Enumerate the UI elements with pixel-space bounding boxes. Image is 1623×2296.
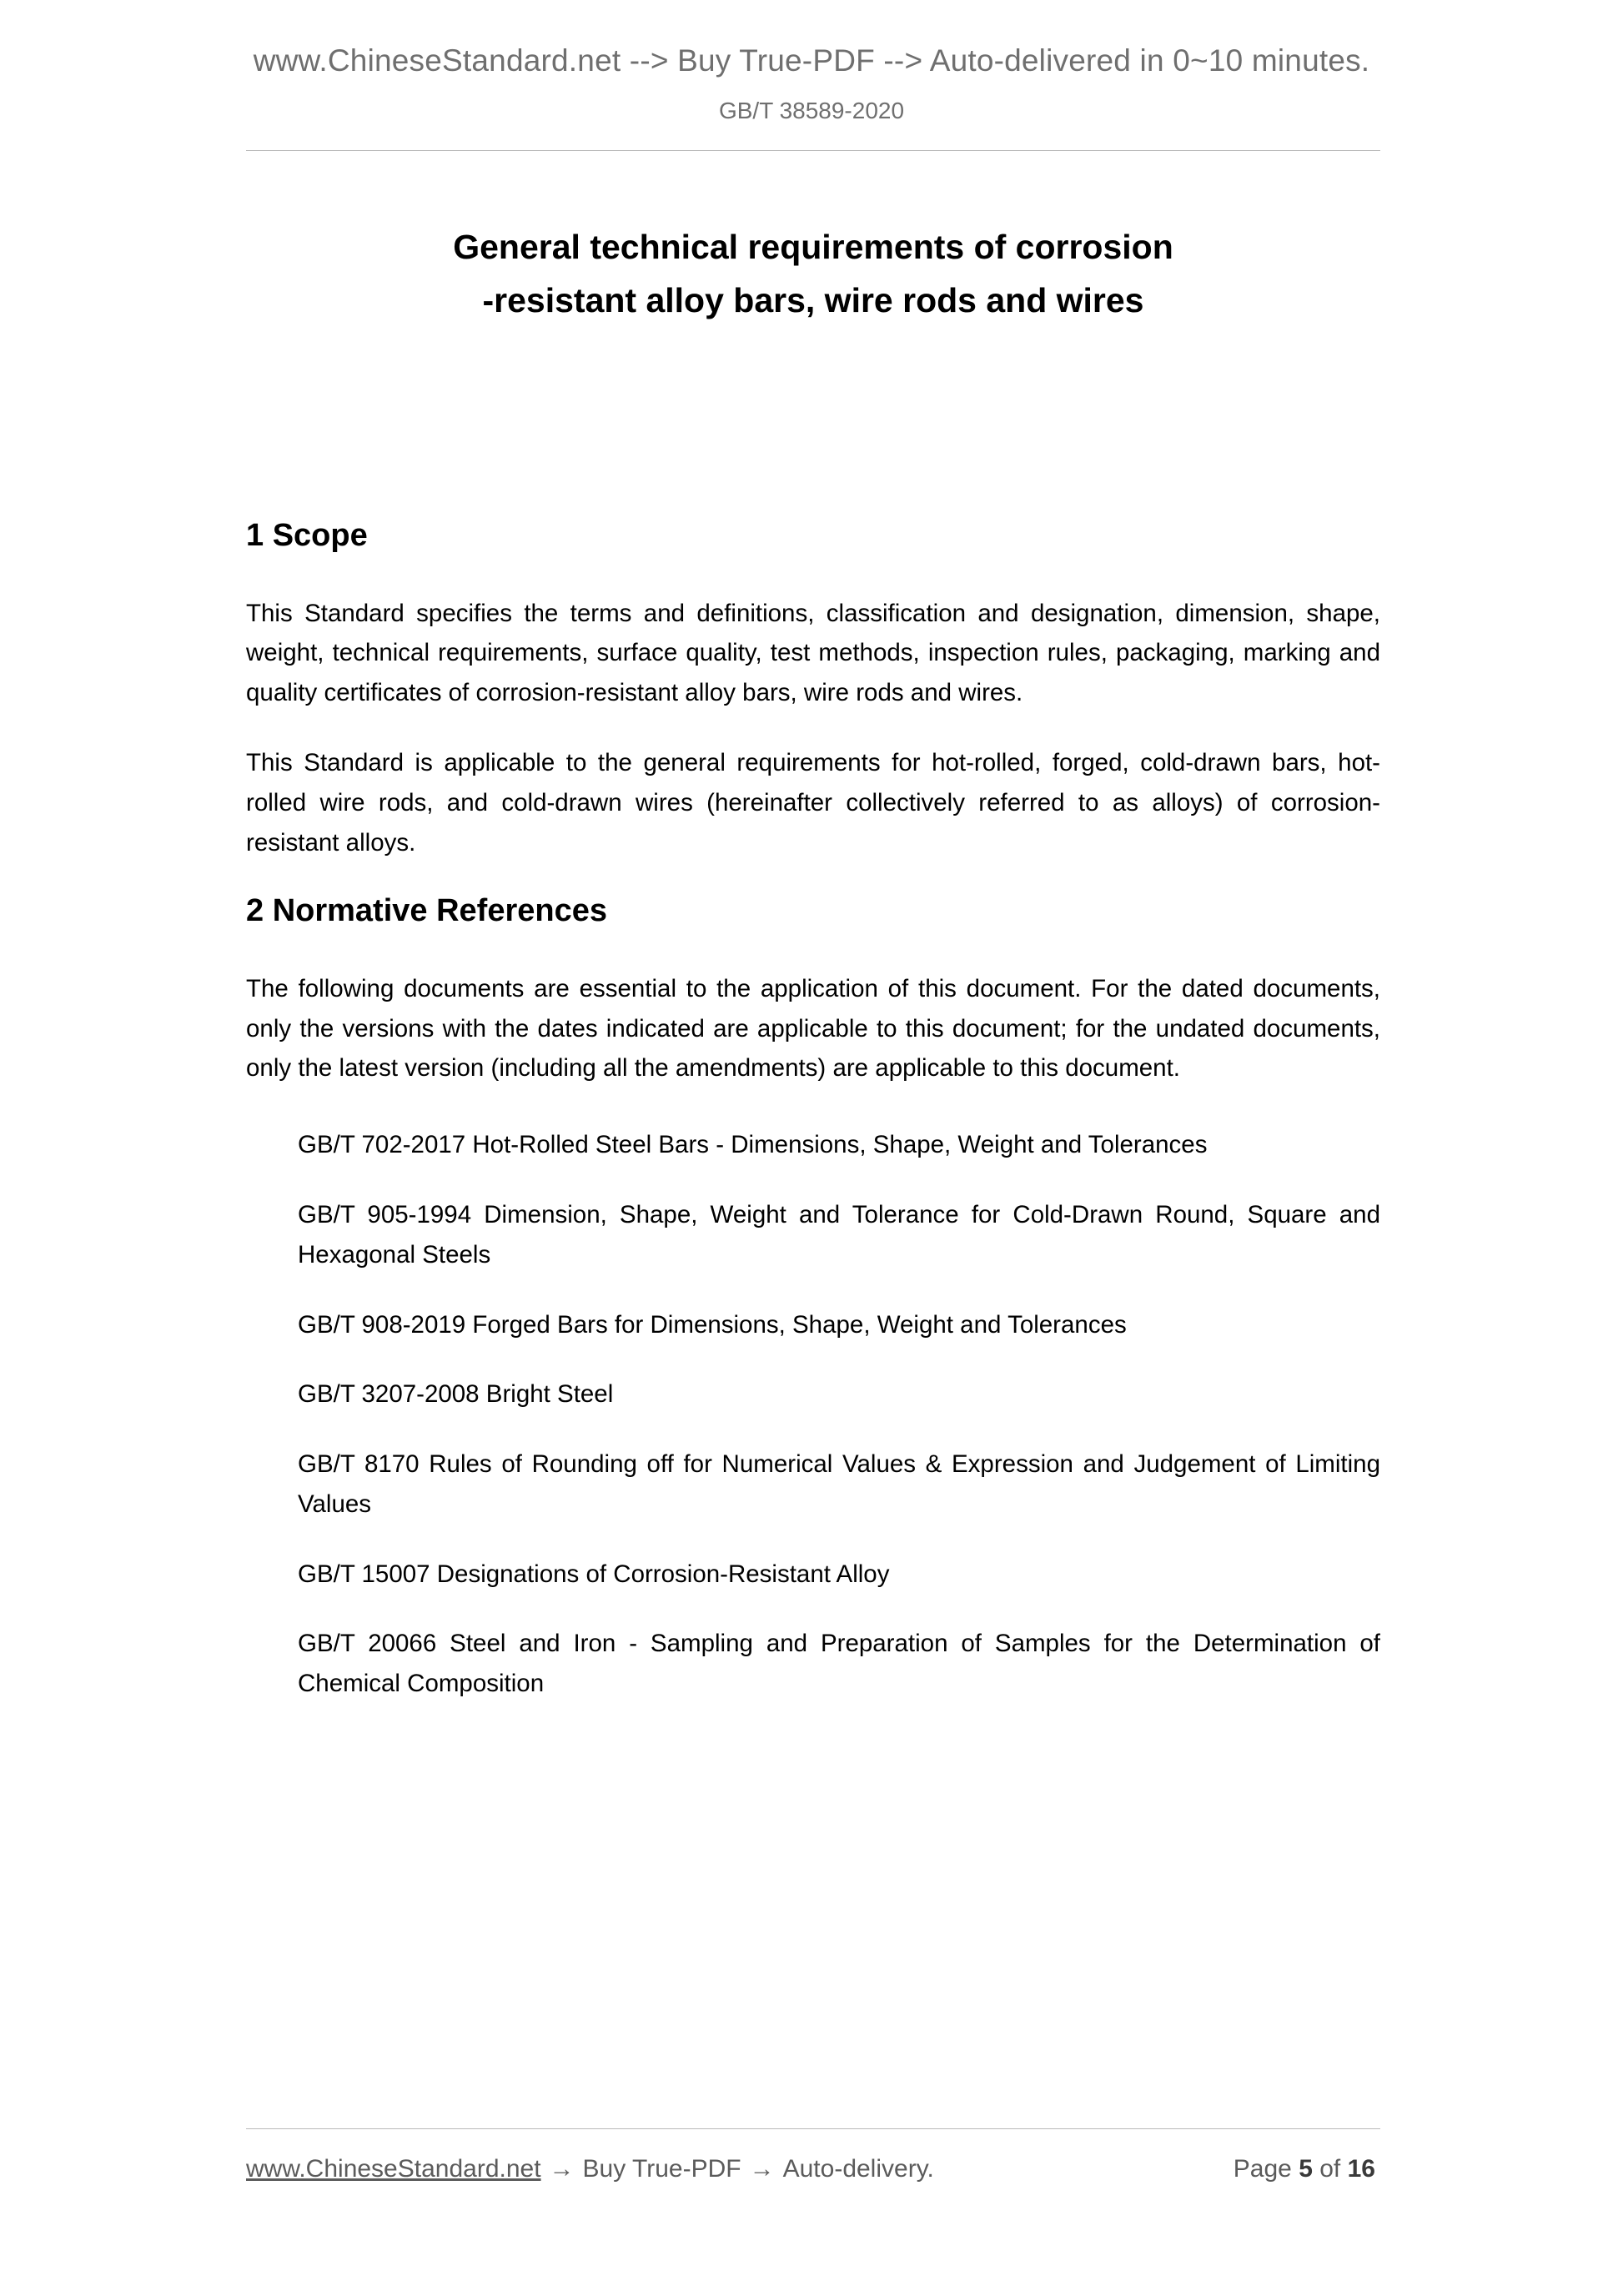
footer-page-number: 5 xyxy=(1299,2155,1313,2183)
document-body xyxy=(246,517,1380,1734)
page-title-line-1: General technical requirements of corrosion xyxy=(453,228,1173,266)
arrow-right-icon-2: → xyxy=(749,2155,775,2183)
page-footer xyxy=(246,2155,1380,2183)
header-divider xyxy=(246,150,1380,151)
page-title-line-2: -resistant alloy bars, wire rods and wires xyxy=(482,280,1144,319)
footer-site-link[interactable]: www.ChineseStandard.net xyxy=(246,2155,541,2183)
header-standard-number: GB/T 38589-2020 xyxy=(718,98,905,123)
list-item: GB/T 905-1994 Dimension, Shape, Weight and Tolerance for Cold-Drawn Round, Square and Hexagonal Steels xyxy=(298,1201,1380,1269)
section-heading-normative-references: 2 Normative References xyxy=(246,893,607,929)
list-item: GB/T 3207-2008 Bright Steel xyxy=(298,1380,614,1409)
arrow-right-icon: → xyxy=(549,2155,575,2183)
footer-of-label: of xyxy=(1319,2155,1341,2183)
paragraph-scope-1: This Standard specifies the terms and definitions, classification and designation, dimension, shape, weight, technical requirements, surface quality, test methods, inspection rules, packaging, marking and quality certificates of corrosion-resistant alloy bars, wire rods and wires. xyxy=(246,599,1380,707)
footer-delivery-label: Auto-delivery. xyxy=(782,2155,934,2183)
footer-page-label: Page xyxy=(1233,2155,1292,2183)
page-title xyxy=(246,221,1380,327)
list-item: GB/T 908-2019 Forged Bars for Dimensions, Shape, Weight and Tolerances xyxy=(298,1310,1127,1339)
header-promo-text: www.ChineseStandard.net --> Buy True-PDF --> Auto-delivered in 0~10 minutes. xyxy=(253,43,1370,78)
footer-page-total: 16 xyxy=(1347,2155,1375,2183)
paragraph-normative-1: The following documents are essential to the application of this document. For the dated documents, only the versions with the dates indicated are applicable to this document; for the undated documents, only the latest version (including all the amendments) are applicable to this document. xyxy=(246,974,1380,1083)
list-item: GB/T 702-2017 Hot-Rolled Steel Bars - Dimensions, Shape, Weight and Tolerances xyxy=(298,1131,1208,1159)
list-item: GB/T 20066 Steel and Iron - Sampling and Preparation of Samples for the Determination of Chemical Composition xyxy=(298,1630,1380,1698)
footer-buy-label: Buy True-PDF xyxy=(582,2155,741,2183)
footer-page-indicator xyxy=(1234,2155,1375,2183)
list-item: GB/T 15007 Designations of Corrosion-Resistant Alloy xyxy=(298,1560,890,1588)
section-heading-scope: 1 Scope xyxy=(246,518,368,553)
paragraph-scope-2: This Standard is applicable to the general requirements for hot-rolled, forged, cold-drawn bars, hot-rolled wire rods, and cold-drawn wires (hereinafter collectively referred to as alloys) of corrosion-resistant alloys. xyxy=(246,748,1380,857)
footer-divider xyxy=(246,2128,1380,2129)
list-item: GB/T 8170 Rules of Rounding off for Numerical Values & Expression and Judgement of Limiting Values xyxy=(298,1450,1380,1518)
reference-list xyxy=(246,1125,1380,1704)
